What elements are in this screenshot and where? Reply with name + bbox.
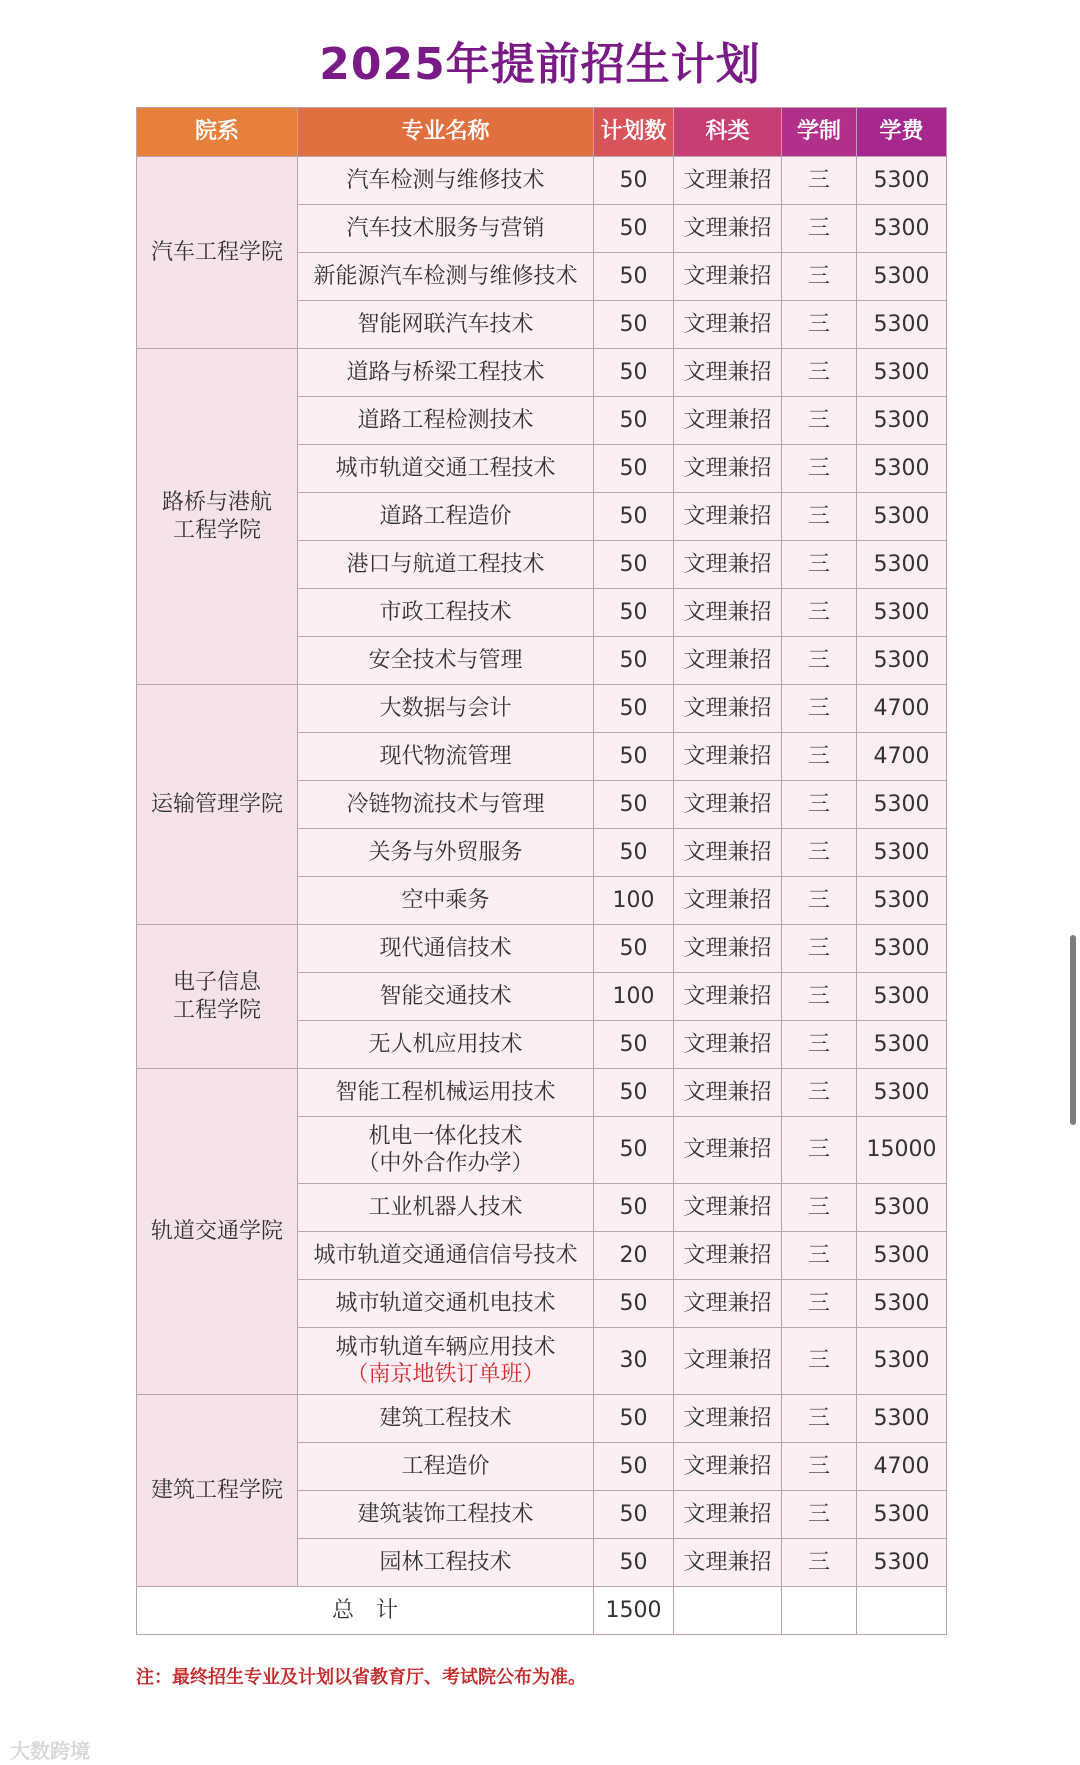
major-name: 建筑工程技术 bbox=[379, 1405, 512, 1431]
plan-count-cell: 50 bbox=[594, 1184, 674, 1232]
major-name: 空中乘务 bbox=[401, 887, 490, 913]
major-cell bbox=[298, 301, 594, 349]
major-name: 智能交通技术 bbox=[379, 983, 512, 1009]
major-name: 汽车技术服务与营销 bbox=[346, 215, 545, 241]
plan-count-cell: 50 bbox=[594, 781, 674, 829]
major-note: （南京地铁订单班） bbox=[346, 1362, 545, 1387]
major-cell bbox=[298, 157, 594, 205]
tuition-cell: 5300 bbox=[857, 925, 947, 973]
duration-cell: 三 bbox=[782, 397, 857, 445]
subject-type-cell: 文理兼招 bbox=[674, 1021, 782, 1069]
enrollment-plan-table bbox=[136, 107, 947, 1635]
duration-cell: 三 bbox=[782, 1021, 857, 1069]
footnote: 注：最终招生专业及计划以省教育厅、考试院公布为准。 bbox=[136, 1667, 586, 1688]
tuition-cell: 5300 bbox=[857, 1328, 947, 1395]
subject-type-cell: 文理兼招 bbox=[674, 397, 782, 445]
tuition-cell: 5300 bbox=[857, 781, 947, 829]
subject-type-cell: 文理兼招 bbox=[674, 925, 782, 973]
subject-type-cell: 文理兼招 bbox=[674, 1539, 782, 1587]
subject-type-cell: 文理兼招 bbox=[674, 781, 782, 829]
major-cell bbox=[298, 925, 594, 973]
duration-cell: 三 bbox=[782, 589, 857, 637]
duration-cell: 三 bbox=[782, 205, 857, 253]
major-cell bbox=[298, 1280, 594, 1328]
tuition-cell: 5300 bbox=[857, 445, 947, 493]
header-row bbox=[137, 108, 947, 157]
major-name: 工业机器人技术 bbox=[368, 1194, 523, 1220]
duration-cell: 三 bbox=[782, 781, 857, 829]
subject-type-cell: 文理兼招 bbox=[674, 685, 782, 733]
duration-cell: 三 bbox=[782, 877, 857, 925]
major-cell bbox=[298, 973, 594, 1021]
major-cell bbox=[298, 397, 594, 445]
plan-count-cell: 50 bbox=[594, 541, 674, 589]
tuition-cell: 5300 bbox=[857, 253, 947, 301]
major-name: 无人机应用技术 bbox=[368, 1031, 523, 1057]
subject-type-cell: 文理兼招 bbox=[674, 1117, 782, 1184]
major-name: 道路与桥梁工程技术 bbox=[346, 359, 545, 385]
major-name: 新能源汽车检测与维修技术 bbox=[313, 263, 578, 289]
tuition-cell: 5300 bbox=[857, 157, 947, 205]
tuition-cell: 5300 bbox=[857, 397, 947, 445]
tuition-cell: 4700 bbox=[857, 733, 947, 781]
subject-type-cell: 文理兼招 bbox=[674, 1069, 782, 1117]
major-cell bbox=[298, 589, 594, 637]
duration-cell: 三 bbox=[782, 1184, 857, 1232]
tuition-cell: 5300 bbox=[857, 1184, 947, 1232]
plan-count-cell: 50 bbox=[594, 1443, 674, 1491]
major-cell bbox=[298, 877, 594, 925]
department-cell: 轨道交通学院 bbox=[137, 1069, 298, 1395]
tuition-cell: 15000 bbox=[857, 1117, 947, 1184]
major-name: 城市轨道车辆应用技术 bbox=[335, 1334, 556, 1360]
plan-count-cell: 50 bbox=[594, 349, 674, 397]
total-label: 总 计 bbox=[137, 1587, 594, 1635]
major-name: 安全技术与管理 bbox=[368, 647, 523, 673]
department-cell: 电子信息 工程学院 bbox=[137, 925, 298, 1069]
major-cell bbox=[298, 1232, 594, 1280]
major-name: 关务与外贸服务 bbox=[368, 839, 523, 865]
subject-type-cell: 文理兼招 bbox=[674, 205, 782, 253]
table-row bbox=[137, 1069, 947, 1117]
plan-count-cell: 100 bbox=[594, 973, 674, 1021]
duration-cell: 三 bbox=[782, 253, 857, 301]
tuition-cell: 5300 bbox=[857, 1280, 947, 1328]
major-name: 建筑装饰工程技术 bbox=[357, 1501, 534, 1527]
duration-cell: 三 bbox=[782, 541, 857, 589]
tuition-cell: 5300 bbox=[857, 1232, 947, 1280]
empty-cell bbox=[857, 1587, 947, 1635]
major-cell bbox=[298, 685, 594, 733]
duration-cell: 三 bbox=[782, 637, 857, 685]
duration-cell: 三 bbox=[782, 685, 857, 733]
duration-cell: 三 bbox=[782, 973, 857, 1021]
tuition-cell: 5300 bbox=[857, 349, 947, 397]
major-name: 道路工程造价 bbox=[379, 503, 512, 529]
tuition-cell: 5300 bbox=[857, 973, 947, 1021]
tuition-cell: 5300 bbox=[857, 829, 947, 877]
duration-cell: 三 bbox=[782, 925, 857, 973]
subject-type-cell: 文理兼招 bbox=[674, 301, 782, 349]
table-row bbox=[137, 685, 947, 733]
plan-count-cell: 30 bbox=[594, 1328, 674, 1395]
duration-cell: 三 bbox=[782, 733, 857, 781]
subject-type-cell: 文理兼招 bbox=[674, 253, 782, 301]
plan-count-cell: 50 bbox=[594, 205, 674, 253]
major-cell bbox=[298, 1443, 594, 1491]
duration-cell: 三 bbox=[782, 445, 857, 493]
plan-count-cell: 50 bbox=[594, 1395, 674, 1443]
plan-count-cell: 50 bbox=[594, 493, 674, 541]
empty-cell bbox=[674, 1587, 782, 1635]
major-cell bbox=[298, 349, 594, 397]
table-row bbox=[137, 925, 947, 973]
tuition-cell: 4700 bbox=[857, 1443, 947, 1491]
column-header: 专业名称 bbox=[298, 108, 594, 157]
major-cell bbox=[298, 1021, 594, 1069]
major-cell bbox=[298, 1491, 594, 1539]
major-name: 道路工程检测技术 bbox=[357, 407, 534, 433]
tuition-cell: 5300 bbox=[857, 205, 947, 253]
major-cell bbox=[298, 637, 594, 685]
major-name: 城市轨道交通工程技术 bbox=[335, 455, 556, 481]
major-cell bbox=[298, 1539, 594, 1587]
duration-cell: 三 bbox=[782, 157, 857, 205]
page-title: 2025年提前招生计划 bbox=[319, 39, 761, 90]
duration-cell: 三 bbox=[782, 1395, 857, 1443]
tuition-cell: 4700 bbox=[857, 685, 947, 733]
major-name: 冷链物流技术与管理 bbox=[346, 791, 545, 817]
subject-type-cell: 文理兼招 bbox=[674, 589, 782, 637]
subject-type-cell: 文理兼招 bbox=[674, 445, 782, 493]
duration-cell: 三 bbox=[782, 1280, 857, 1328]
major-cell bbox=[298, 1117, 594, 1184]
tuition-cell: 5300 bbox=[857, 301, 947, 349]
major-name: 港口与航道工程技术 bbox=[346, 551, 545, 577]
duration-cell: 三 bbox=[782, 1117, 857, 1184]
major-name: 现代通信技术 bbox=[379, 935, 512, 961]
duration-cell: 三 bbox=[782, 301, 857, 349]
total-plan-count: 1500 bbox=[594, 1587, 674, 1635]
table-header bbox=[137, 108, 947, 157]
major-name: 大数据与会计 bbox=[379, 695, 512, 721]
subject-type-cell: 文理兼招 bbox=[674, 877, 782, 925]
plan-count-cell: 50 bbox=[594, 157, 674, 205]
subject-type-cell: 文理兼招 bbox=[674, 829, 782, 877]
duration-cell: 三 bbox=[782, 1443, 857, 1491]
watermark: 大数跨境 bbox=[10, 1739, 90, 1763]
column-header: 科类 bbox=[674, 108, 782, 157]
major-name: 园林工程技术 bbox=[379, 1549, 512, 1575]
duration-cell: 三 bbox=[782, 493, 857, 541]
subject-type-cell: 文理兼招 bbox=[674, 1491, 782, 1539]
major-cell bbox=[298, 1328, 594, 1395]
duration-cell: 三 bbox=[782, 829, 857, 877]
subject-type-cell: 文理兼招 bbox=[674, 157, 782, 205]
column-header: 学制 bbox=[782, 108, 857, 157]
tuition-cell: 5300 bbox=[857, 589, 947, 637]
tuition-cell: 5300 bbox=[857, 1491, 947, 1539]
major-cell bbox=[298, 1184, 594, 1232]
tuition-cell: 5300 bbox=[857, 877, 947, 925]
department-cell: 路桥与港航 工程学院 bbox=[137, 349, 298, 685]
plan-count-cell: 50 bbox=[594, 1539, 674, 1587]
major-cell bbox=[298, 829, 594, 877]
plan-count-cell: 50 bbox=[594, 637, 674, 685]
plan-count-cell: 50 bbox=[594, 589, 674, 637]
plan-count-cell: 50 bbox=[594, 253, 674, 301]
duration-cell: 三 bbox=[782, 1491, 857, 1539]
plan-count-cell: 50 bbox=[594, 1280, 674, 1328]
department-cell: 建筑工程学院 bbox=[137, 1395, 298, 1587]
table-row bbox=[137, 349, 947, 397]
scrollbar[interactable] bbox=[1070, 935, 1076, 1125]
tuition-cell: 5300 bbox=[857, 1021, 947, 1069]
major-note: （中外合作办学） bbox=[357, 1151, 534, 1176]
plan-count-cell: 50 bbox=[594, 397, 674, 445]
subject-type-cell: 文理兼招 bbox=[674, 637, 782, 685]
subject-type-cell: 文理兼招 bbox=[674, 493, 782, 541]
major-name: 工程造价 bbox=[401, 1453, 490, 1479]
tuition-cell: 5300 bbox=[857, 637, 947, 685]
subject-type-cell: 文理兼招 bbox=[674, 541, 782, 589]
plan-count-cell: 50 bbox=[594, 1021, 674, 1069]
department-cell: 汽车工程学院 bbox=[137, 157, 298, 349]
subject-type-cell: 文理兼招 bbox=[674, 1280, 782, 1328]
subject-type-cell: 文理兼招 bbox=[674, 733, 782, 781]
duration-cell: 三 bbox=[782, 349, 857, 397]
plan-count-cell: 50 bbox=[594, 1069, 674, 1117]
major-name: 城市轨道交通机电技术 bbox=[335, 1290, 556, 1316]
major-name: 机电一体化技术 bbox=[368, 1123, 523, 1149]
plan-count-cell: 20 bbox=[594, 1232, 674, 1280]
major-cell bbox=[298, 1069, 594, 1117]
major-name: 智能网联汽车技术 bbox=[357, 311, 534, 337]
plan-count-cell: 50 bbox=[594, 829, 674, 877]
plan-count-cell: 50 bbox=[594, 445, 674, 493]
major-cell bbox=[298, 541, 594, 589]
major-cell bbox=[298, 205, 594, 253]
department-cell: 运输管理学院 bbox=[137, 685, 298, 925]
plan-count-cell: 50 bbox=[594, 925, 674, 973]
tuition-cell: 5300 bbox=[857, 493, 947, 541]
duration-cell: 三 bbox=[782, 1539, 857, 1587]
column-header: 院系 bbox=[137, 108, 298, 157]
duration-cell: 三 bbox=[782, 1328, 857, 1395]
tuition-cell: 5300 bbox=[857, 1069, 947, 1117]
major-cell bbox=[298, 733, 594, 781]
empty-cell bbox=[782, 1587, 857, 1635]
subject-type-cell: 文理兼招 bbox=[674, 1232, 782, 1280]
subject-type-cell: 文理兼招 bbox=[674, 973, 782, 1021]
subject-type-cell: 文理兼招 bbox=[674, 1395, 782, 1443]
table-row bbox=[137, 1395, 947, 1443]
plan-count-cell: 50 bbox=[594, 1117, 674, 1184]
major-name: 现代物流管理 bbox=[379, 743, 512, 769]
subject-type-cell: 文理兼招 bbox=[674, 1443, 782, 1491]
table-body bbox=[137, 157, 947, 1635]
major-cell bbox=[298, 493, 594, 541]
column-header: 计划数 bbox=[594, 108, 674, 157]
major-name: 智能工程机械运用技术 bbox=[335, 1079, 556, 1105]
subject-type-cell: 文理兼招 bbox=[674, 349, 782, 397]
subject-type-cell: 文理兼招 bbox=[674, 1328, 782, 1395]
plan-count-cell: 50 bbox=[594, 685, 674, 733]
duration-cell: 三 bbox=[782, 1232, 857, 1280]
total-row bbox=[137, 1587, 947, 1635]
major-cell bbox=[298, 445, 594, 493]
plan-count-cell: 50 bbox=[594, 301, 674, 349]
major-name: 城市轨道交通通信信号技术 bbox=[313, 1242, 578, 1268]
major-cell bbox=[298, 253, 594, 301]
major-name: 汽车检测与维修技术 bbox=[346, 167, 545, 193]
column-header: 学费 bbox=[857, 108, 947, 157]
table-row bbox=[137, 157, 947, 205]
plan-count-cell: 50 bbox=[594, 1491, 674, 1539]
subject-type-cell: 文理兼招 bbox=[674, 1184, 782, 1232]
plan-count-cell: 50 bbox=[594, 733, 674, 781]
tuition-cell: 5300 bbox=[857, 1539, 947, 1587]
duration-cell: 三 bbox=[782, 1069, 857, 1117]
major-cell bbox=[298, 781, 594, 829]
tuition-cell: 5300 bbox=[857, 541, 947, 589]
plan-count-cell: 100 bbox=[594, 877, 674, 925]
tuition-cell: 5300 bbox=[857, 1395, 947, 1443]
major-cell bbox=[298, 1395, 594, 1443]
major-name: 市政工程技术 bbox=[379, 599, 512, 625]
